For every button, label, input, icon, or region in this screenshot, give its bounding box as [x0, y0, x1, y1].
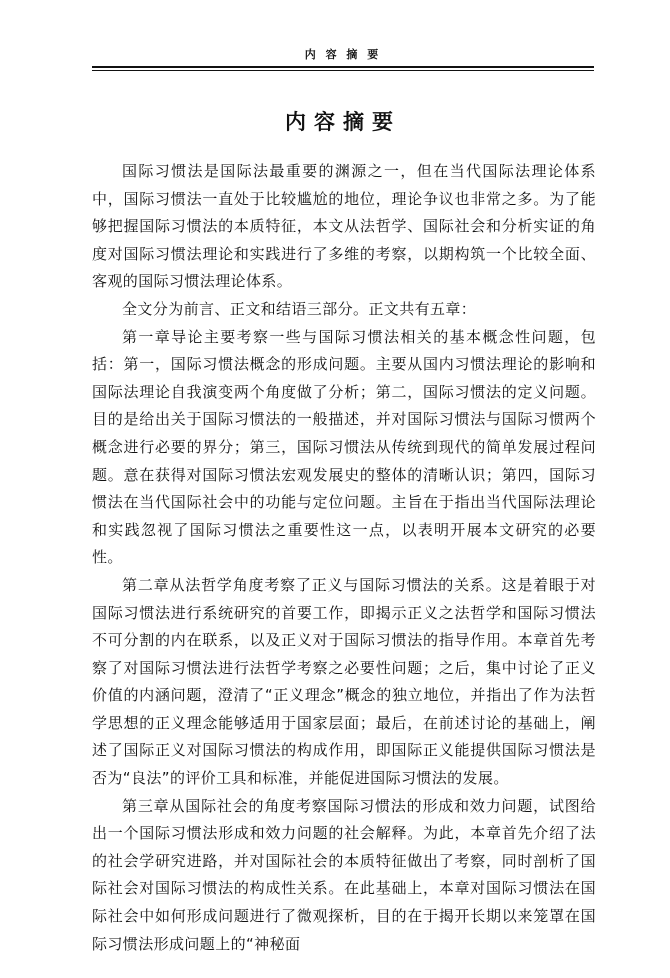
- body-text: [92, 158, 596, 958]
- header-rule: [92, 66, 594, 68]
- paragraph-chapter-2: 第二章从法哲学角度考察了正义与国际习惯法的关系。这是着眼于对国际习惯法进行系统研究的首要工作，即揭示正义之法哲学和国际习惯法不可分割的内在联系，以及正义对于国际习惯法的指导作用。本章首先考察了对国际习惯法进行法哲学考察之必要性问题；之后，集中讨论了正义价值的内涵问题，澄清了“正义理念”概念的独立地位，并指出了作为法哲学思想的正义理念能够适用于国家层面；最后，在前述讨论的基础上，阐述了国际正义对国际习惯法的构成作用，即国际正义能提供国际习惯法是否为“良法”的评价工具和标准，并能促进国际习惯法的发展。: [92, 575, 596, 788]
- header-rule-thin: [92, 70, 594, 71]
- page-title: 内容摘要: [285, 110, 401, 134]
- paragraph-intro: 国际习惯法是国际法最重要的渊源之一，但在当代国际法理论体系中，国际习惯法一直处于比较尴尬的地位，理论争议也非常之多。为了能够把握国际习惯法的本质特征，本文从法哲学、国际社会和分析实证的角度对国际习惯法理论和实践进行了多维的考察，以期构筑一个比较全面、客观的国际习惯法理论体系。: [92, 162, 596, 291]
- paragraph-chapter-1: 第一章导论主要考察一些与国际习惯法相关的基本概念性问题，包括：第一，国际习惯法概念的形成问题。主要从国内习惯法理论的影响和国际法理论自我演变两个角度做了分析；第二，国际习惯法的定义问题。目的是给出关于国际习惯法的一般描述，并对国际习惯法与国际习惯两个概念进行必要的界分；第三，国际习惯法从传统到现代的简单发展过程问题。意在获得对国际习惯法宏观发展史的整体的清晰认识；第四，国际习惯法在当代国际社会中的功能与定位问题。主旨在于指出当代国际法理论和实践忽视了国际习惯法之重要性这一点，以表明开展本文研究的必要性。: [92, 327, 596, 567]
- paragraph-structure: 全文分为前言、正文和结语三部分。正文共有五章：: [122, 299, 477, 318]
- running-header: 内 容 摘 要: [304, 48, 382, 61]
- paragraph-chapter-3: 第三章从国际社会的角度考察国际习惯法的形成和效力问题，试图给出一个国际习惯法形成和效力问题的社会解释。为此，本章首先介绍了法的社会学研究进路，并对国际社会的本质特征做出了考察，同时剖析了国际社会对国际习惯法的构成性关系。在此基础上，本章对国际习惯法在国际社会中如何形成问题进行了微观探析，目的在于揭开长期以来笼罩在国际习惯法形成问题上的“神秘面: [92, 796, 596, 953]
